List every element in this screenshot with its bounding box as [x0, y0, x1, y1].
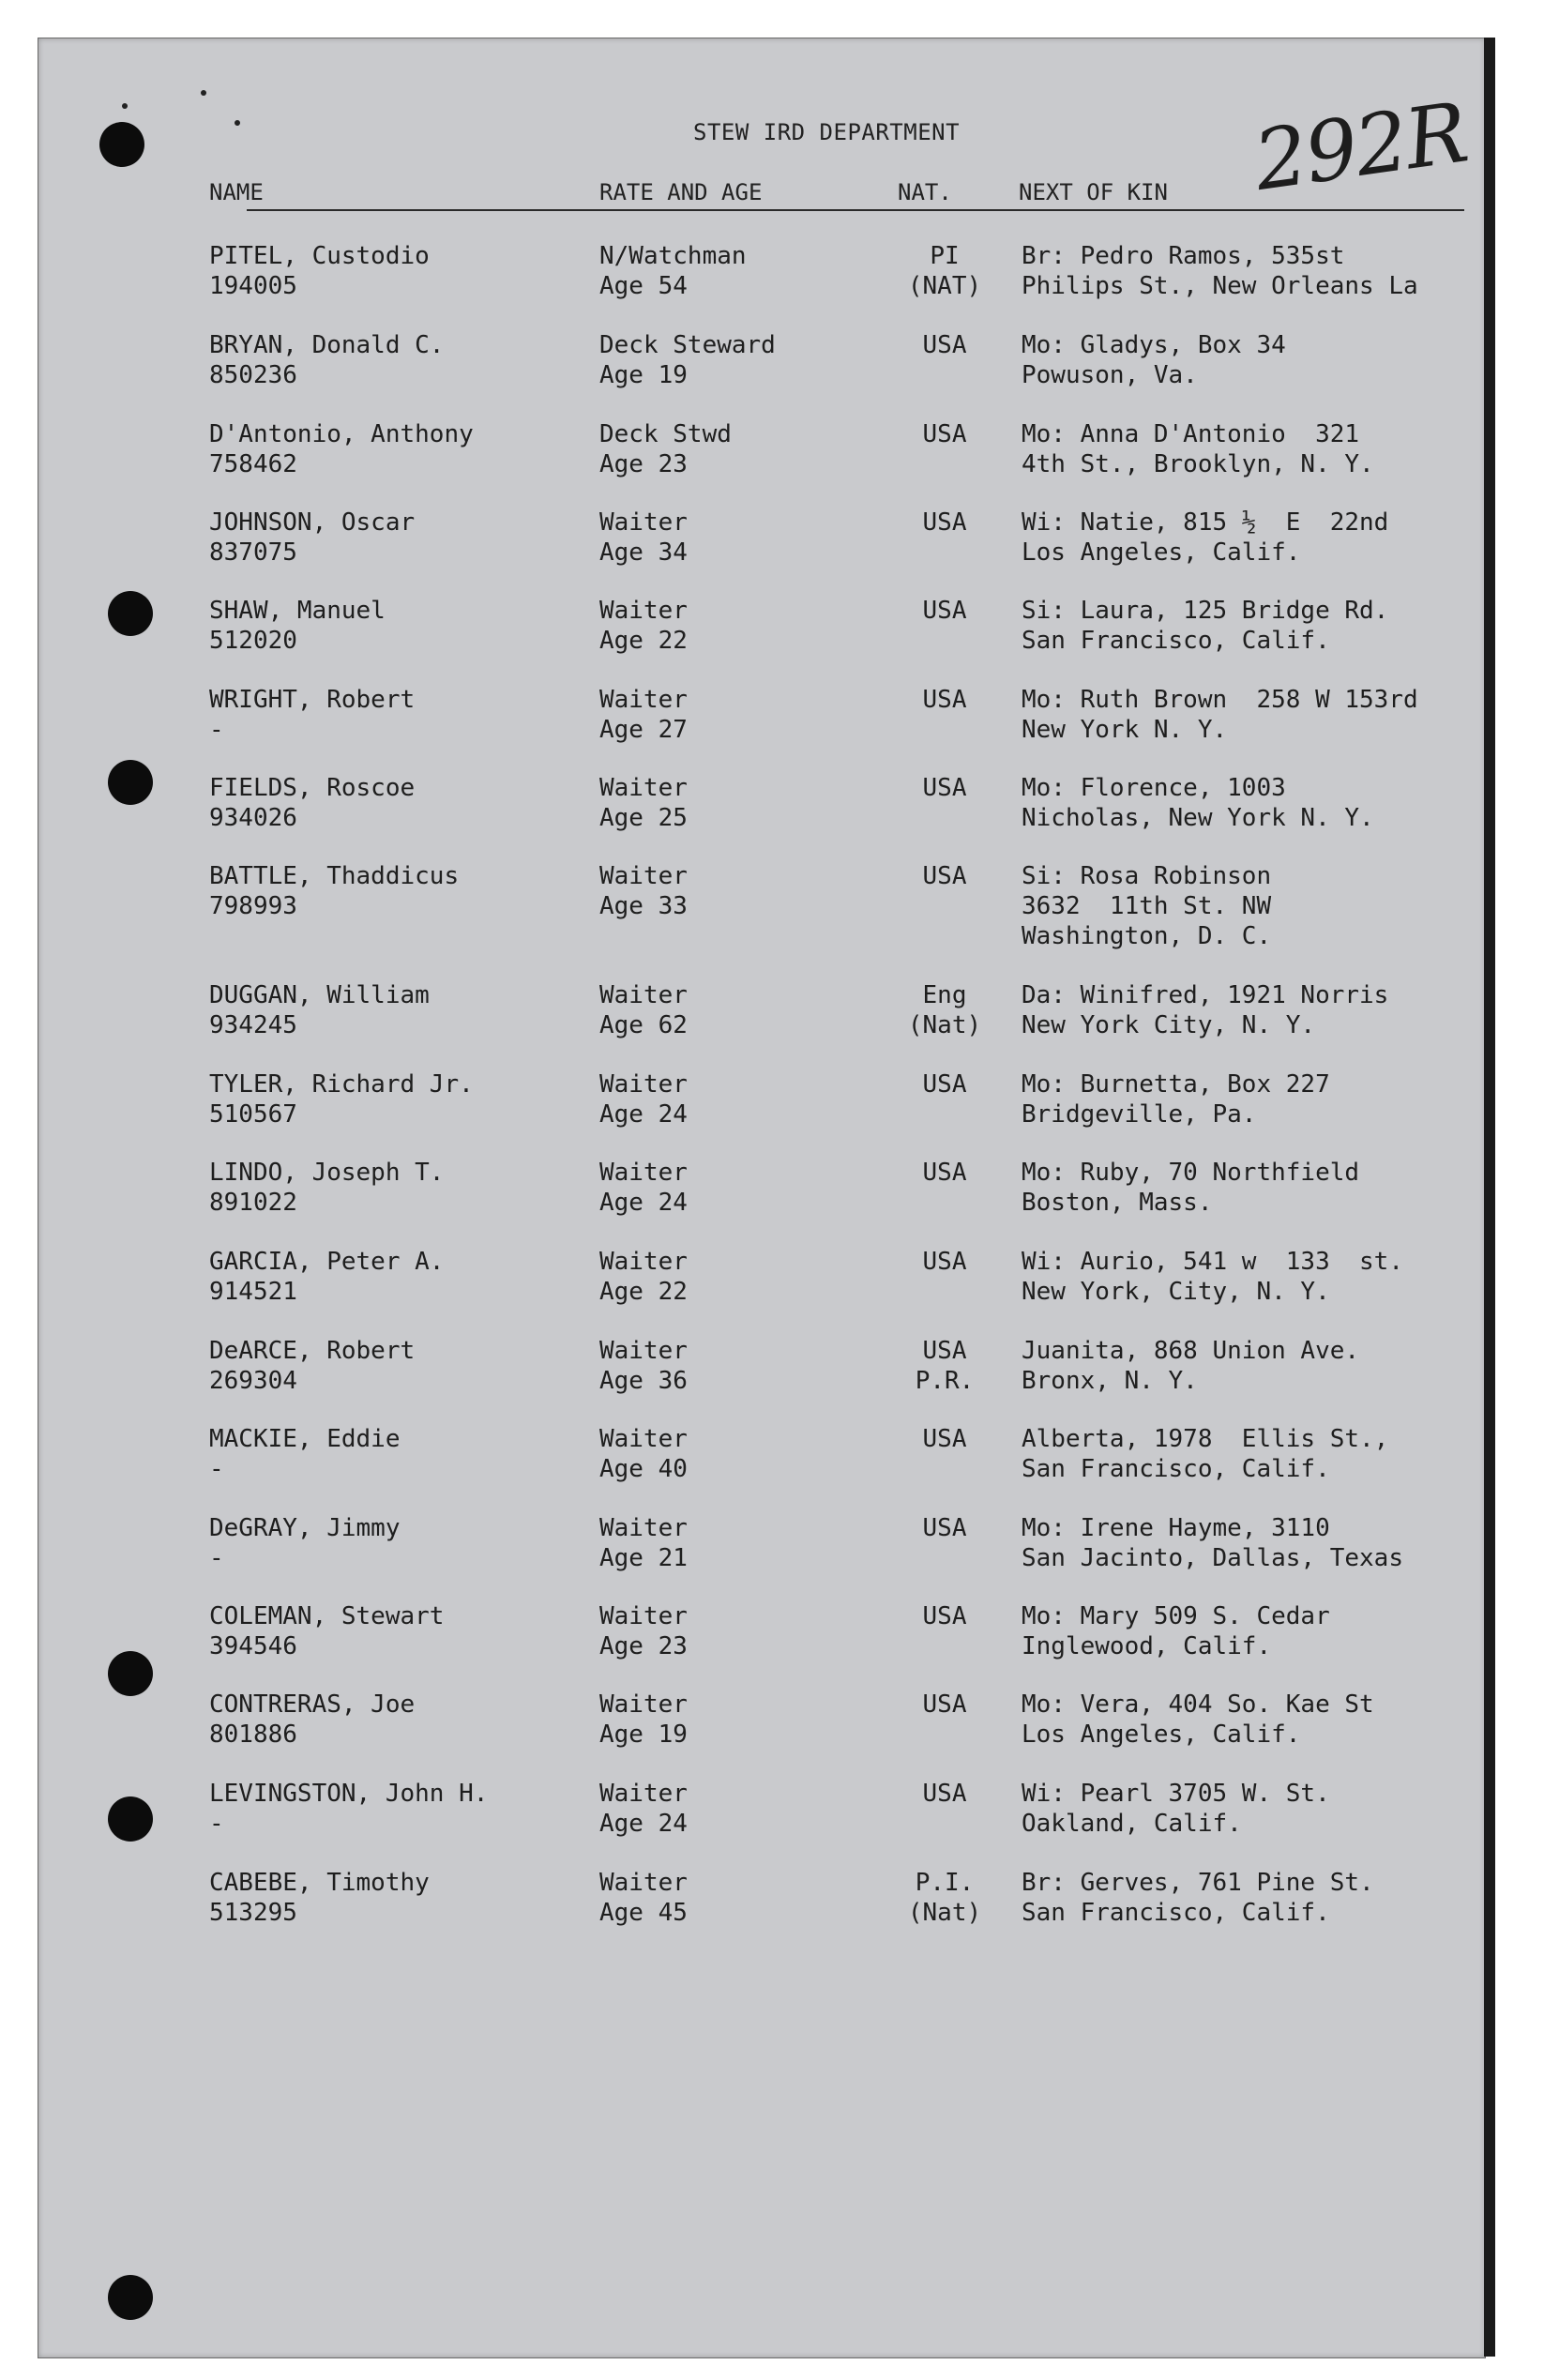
crew-rate: Waiter: [599, 1869, 688, 1897]
next-of-kin-cell: [1022, 685, 1418, 745]
crew-id-number: 269304: [209, 1367, 297, 1395]
name-cell: [209, 596, 386, 656]
crew-name: CABEBE, Timothy: [209, 1869, 430, 1897]
next-of-kin-line: Bronx, N. Y.: [1022, 1367, 1198, 1395]
binder-hole: [99, 122, 144, 167]
rate-age-cell: [599, 861, 688, 921]
crew-name: D'Antonio, Anthony: [209, 420, 474, 448]
crew-rate: Deck Steward: [599, 331, 776, 359]
crew-id-number: 837075: [209, 538, 297, 567]
rate-age-cell: [599, 596, 688, 656]
crew-age: Age 23: [599, 450, 688, 478]
rate-age-cell: [599, 1069, 688, 1129]
paper-speck: [201, 90, 206, 96]
crew-name: GARCIA, Peter A.: [209, 1248, 445, 1276]
name-cell: [209, 1513, 401, 1573]
next-of-kin-cell: [1022, 1158, 1359, 1218]
name-cell: [209, 1868, 430, 1928]
name-cell: [209, 1779, 488, 1839]
next-of-kin-cell: [1022, 1247, 1403, 1307]
crew-id-number: 513295: [209, 1899, 297, 1927]
next-of-kin-line: Nicholas, New York N. Y.: [1022, 804, 1374, 832]
rate-age-cell: [599, 1513, 688, 1573]
next-of-kin-cell: [1022, 1779, 1330, 1839]
nationality-cell: [888, 1779, 1001, 1809]
rate-age-cell: [599, 1158, 688, 1218]
nationality-cell: [888, 1601, 1001, 1631]
crew-name: LINDO, Joseph T.: [209, 1159, 445, 1187]
paper-speck: [122, 103, 128, 109]
nationality-cell: [888, 1690, 1001, 1720]
crew-rate: Waiter: [599, 597, 688, 625]
crew-age: Age 24: [599, 1100, 688, 1129]
next-of-kin-line: Philips St., New Orleans La: [1022, 272, 1418, 300]
name-cell: [209, 508, 415, 568]
rate-age-cell: [599, 419, 732, 479]
crew-age: Age 25: [599, 804, 688, 832]
nationality-cell: [888, 980, 1001, 1040]
crew-rate: Waiter: [599, 1514, 688, 1542]
crew-name: SHAW, Manuel: [209, 597, 386, 625]
handwritten-page-number: 292R: [1249, 83, 1473, 209]
crew-id-number: -: [209, 1810, 224, 1838]
nationality-cell: [888, 419, 1001, 449]
nationality-line: USA: [922, 1248, 967, 1276]
crew-name: FIELDS, Roscoe: [209, 774, 416, 802]
next-of-kin-line: Wi: Natie, 815 ½ E 22nd: [1022, 508, 1389, 537]
next-of-kin-line: Mo: Vera, 404 So. Kae St: [1022, 1690, 1374, 1719]
next-of-kin-line: Oakland, Calif.: [1022, 1810, 1242, 1838]
next-of-kin-line: Si: Laura, 125 Bridge Rd.: [1022, 597, 1389, 625]
nationality-cell: [888, 1336, 1001, 1396]
next-of-kin-line: Inglewood, Calif.: [1022, 1632, 1272, 1660]
next-of-kin-line: Los Angeles, Calif.: [1022, 1721, 1301, 1749]
crew-rate: Waiter: [599, 1070, 688, 1099]
nationality-cell: [888, 1424, 1001, 1454]
header-name: NAME: [209, 179, 264, 205]
crew-rate: Waiter: [599, 1780, 688, 1808]
rate-age-cell: [599, 1690, 688, 1750]
crew-age: Age 19: [599, 361, 688, 389]
crew-age: Age 34: [599, 538, 688, 567]
name-cell: [209, 773, 415, 833]
crew-id-number: -: [209, 716, 224, 744]
rate-age-cell: [599, 1868, 688, 1928]
crew-id-number: -: [209, 1455, 224, 1483]
crew-name: WRIGHT, Robert: [209, 686, 416, 714]
name-cell: [209, 980, 430, 1040]
crew-rate: Waiter: [599, 1337, 688, 1365]
crew-id-number: 914521: [209, 1278, 297, 1306]
crew-name: PITEL, Custodio: [209, 242, 430, 270]
next-of-kin-line: Bridgeville, Pa.: [1022, 1100, 1257, 1129]
rate-age-cell: [599, 773, 688, 833]
crew-id-number: 394546: [209, 1632, 297, 1660]
next-of-kin-line: Mo: Irene Hayme, 3110: [1022, 1514, 1330, 1542]
nationality-cell: [888, 1069, 1001, 1099]
crew-name: BATTLE, Thaddicus: [209, 862, 460, 890]
crew-age: Age 45: [599, 1899, 688, 1927]
name-cell: [209, 861, 459, 921]
name-cell: [209, 1247, 444, 1307]
name-cell: [209, 1336, 415, 1396]
nationality-cell: [888, 1868, 1001, 1928]
next-of-kin-line: San Francisco, Calif.: [1022, 1455, 1330, 1483]
nationality-line: USA: [922, 774, 967, 802]
next-of-kin-cell: [1022, 1601, 1330, 1661]
name-cell: [209, 1424, 401, 1484]
nationality-line: USA: [922, 1780, 967, 1808]
nationality-line: USA: [922, 331, 967, 359]
header-underline: [247, 209, 1464, 211]
rate-age-cell: [599, 980, 688, 1040]
next-of-kin-line: Mo: Ruth Brown 258 W 153rd: [1022, 686, 1418, 714]
nationality-cell: [888, 1247, 1001, 1277]
document-sheet: [38, 38, 1486, 2358]
nationality-line: USA: [922, 862, 967, 890]
crew-rate: Waiter: [599, 774, 688, 802]
next-of-kin-cell: [1022, 773, 1374, 833]
next-of-kin-line: Wi: Pearl 3705 W. St.: [1022, 1780, 1330, 1808]
crew-id-number: 510567: [209, 1100, 297, 1129]
name-cell: [209, 330, 444, 390]
crew-name: CONTRERAS, Joe: [209, 1690, 416, 1719]
nationality-line: USA: [922, 420, 967, 448]
next-of-kin-line: Mo: Ruby, 70 Northfield: [1022, 1159, 1360, 1187]
name-cell: [209, 1069, 474, 1129]
next-of-kin-line: San Francisco, Calif.: [1022, 627, 1330, 655]
next-of-kin-cell: [1022, 1868, 1374, 1928]
name-cell: [209, 241, 430, 301]
crew-id-number: 850236: [209, 361, 297, 389]
next-of-kin-line: New York City, N. Y.: [1022, 1011, 1316, 1039]
crew-id-number: 934245: [209, 1011, 297, 1039]
nationality-cell: [888, 596, 1001, 626]
crew-rate: Waiter: [599, 1690, 688, 1719]
nationality-line: USA: [922, 1514, 967, 1542]
next-of-kin-line: Mo: Burnetta, Box 227: [1022, 1070, 1330, 1099]
next-of-kin-line: Wi: Aurio, 541 w 133 st.: [1022, 1248, 1403, 1276]
crew-rate: Waiter: [599, 1248, 688, 1276]
crew-age: Age 22: [599, 1278, 688, 1306]
name-cell: [209, 419, 474, 479]
crew-rate: Waiter: [599, 862, 688, 890]
next-of-kin-line: Los Angeles, Calif.: [1022, 538, 1301, 567]
nationality-cell: [888, 1513, 1001, 1543]
header-rate-age: RATE AND AGE: [599, 179, 763, 205]
nationality-line: USA: [922, 686, 967, 714]
crew-rate: Waiter: [599, 686, 688, 714]
nationality-line: USA: [922, 1425, 967, 1453]
crew-id-number: -: [209, 1544, 224, 1572]
crew-id-number: 801886: [209, 1721, 297, 1749]
crew-rate: Waiter: [599, 1159, 688, 1187]
name-cell: [209, 1158, 444, 1218]
rate-age-cell: [599, 241, 747, 301]
nationality-line: (NAT): [907, 272, 982, 300]
nationality-line: P.R.: [915, 1367, 975, 1395]
crew-rate: N/Watchman: [599, 242, 747, 270]
rate-age-cell: [599, 1424, 688, 1484]
next-of-kin-line: 4th St., Brooklyn, N. Y.: [1022, 450, 1374, 478]
crew-rate: Waiter: [599, 508, 688, 537]
header-next-of-kin: NEXT OF KIN: [1019, 179, 1168, 205]
next-of-kin-line: Powuson, Va.: [1022, 361, 1198, 389]
nationality-line: USA: [922, 1070, 967, 1099]
next-of-kin-cell: [1022, 1069, 1330, 1129]
crew-name: DUGGAN, William: [209, 981, 430, 1009]
next-of-kin-line: Si: Rosa Robinson: [1022, 862, 1272, 890]
nationality-cell: [888, 861, 1001, 891]
next-of-kin-line: Alberta, 1978 Ellis St.,: [1022, 1425, 1389, 1453]
next-of-kin-line: Mo: Anna D'Antonio 321: [1022, 420, 1360, 448]
crew-age: Age 21: [599, 1544, 688, 1572]
next-of-kin-line: New York, City, N. Y.: [1022, 1278, 1330, 1306]
crew-name: BRYAN, Donald C.: [209, 331, 445, 359]
next-of-kin-cell: [1022, 419, 1374, 479]
rate-age-cell: [599, 330, 776, 390]
nationality-line: USA: [922, 1337, 967, 1365]
nationality-line: USA: [922, 508, 967, 537]
crew-id-number: 758462: [209, 450, 297, 478]
next-of-kin-cell: [1022, 980, 1388, 1040]
crew-age: Age 54: [599, 272, 688, 300]
crew-age: Age 36: [599, 1367, 688, 1395]
crew-id-number: 512020: [209, 627, 297, 655]
crew-name: MACKIE, Eddie: [209, 1425, 401, 1453]
rate-age-cell: [599, 508, 688, 568]
rate-age-cell: [599, 1336, 688, 1396]
next-of-kin-line: Mo: Florence, 1003: [1022, 774, 1286, 802]
crew-age: Age 19: [599, 1721, 688, 1749]
nationality-line: PI: [930, 242, 960, 270]
name-cell: [209, 685, 415, 745]
crew-name: JOHNSON, Oscar: [209, 508, 416, 537]
next-of-kin-cell: [1022, 1336, 1359, 1396]
nationality-line: Eng: [922, 981, 967, 1009]
header-nat: NAT.: [898, 179, 952, 205]
next-of-kin-line: New York N. Y.: [1022, 716, 1228, 744]
rate-age-cell: [599, 1601, 688, 1661]
next-of-kin-line: Da: Winifred, 1921 Norris: [1022, 981, 1389, 1009]
next-of-kin-line: San Jacinto, Dallas, Texas: [1022, 1544, 1403, 1572]
next-of-kin-line: Br: Gerves, 761 Pine St.: [1022, 1869, 1374, 1897]
nationality-line: USA: [922, 1690, 967, 1719]
next-of-kin-line: Boston, Mass.: [1022, 1189, 1213, 1217]
nationality-line: (Nat): [907, 1899, 982, 1927]
next-of-kin-cell: [1022, 1424, 1388, 1484]
sheet-edge-shadow: [1484, 38, 1495, 2357]
next-of-kin-line: Br: Pedro Ramos, 535st: [1022, 242, 1345, 270]
crew-name: DeARCE, Robert: [209, 1337, 416, 1365]
crew-age: Age 33: [599, 892, 688, 920]
next-of-kin-line: Mo: Mary 509 S. Cedar: [1022, 1602, 1330, 1630]
department-title: STEW IRD DEPARTMENT: [693, 119, 961, 145]
binder-hole: [108, 1651, 153, 1696]
next-of-kin-cell: [1022, 1513, 1403, 1573]
crew-rate: Waiter: [599, 1602, 688, 1630]
crew-name: LEVINGSTON, John H.: [209, 1780, 489, 1808]
next-of-kin-cell: [1022, 596, 1388, 656]
nationality-line: USA: [922, 1159, 967, 1187]
name-cell: [209, 1601, 444, 1661]
nationality-line: P.I.: [915, 1869, 975, 1897]
binder-hole: [108, 2275, 153, 2320]
next-of-kin-line: Juanita, 868 Union Ave.: [1022, 1337, 1360, 1365]
crew-age: Age 22: [599, 627, 688, 655]
crew-rate: Deck Stwd: [599, 420, 732, 448]
nationality-line: USA: [922, 597, 967, 625]
next-of-kin-cell: [1022, 1690, 1374, 1750]
nationality-cell: [888, 241, 1001, 301]
name-cell: [209, 1690, 415, 1750]
crew-age: Age 27: [599, 716, 688, 744]
next-of-kin-line: Mo: Gladys, Box 34: [1022, 331, 1286, 359]
next-of-kin-cell: [1022, 330, 1286, 390]
binder-hole: [108, 760, 153, 805]
crew-name: DeGRAY, Jimmy: [209, 1514, 401, 1542]
nationality-cell: [888, 685, 1001, 715]
binder-hole: [108, 1796, 153, 1842]
next-of-kin-line: San Francisco, Calif.: [1022, 1899, 1330, 1927]
crew-name: COLEMAN, Stewart: [209, 1602, 445, 1630]
nationality-cell: [888, 330, 1001, 360]
crew-age: Age 24: [599, 1189, 688, 1217]
rate-age-cell: [599, 685, 688, 745]
crew-age: Age 24: [599, 1810, 688, 1838]
crew-id-number: 934026: [209, 804, 297, 832]
paper-speck: [235, 120, 240, 126]
crew-id-number: 194005: [209, 272, 297, 300]
rate-age-cell: [599, 1247, 688, 1307]
next-of-kin-line: 3632 11th St. NW: [1022, 892, 1272, 920]
next-of-kin-cell: [1022, 861, 1271, 951]
nationality-line: (Nat): [907, 1011, 982, 1039]
crew-name: TYLER, Richard Jr.: [209, 1070, 474, 1099]
crew-rate: Waiter: [599, 981, 688, 1009]
nationality-cell: [888, 508, 1001, 538]
crew-age: Age 62: [599, 1011, 688, 1039]
crew-id-number: 798993: [209, 892, 297, 920]
nationality-cell: [888, 773, 1001, 803]
next-of-kin-cell: [1022, 241, 1418, 301]
crew-age: Age 23: [599, 1632, 688, 1660]
nationality-cell: [888, 1158, 1001, 1188]
crew-id-number: 891022: [209, 1189, 297, 1217]
crew-age: Age 40: [599, 1455, 688, 1483]
rate-age-cell: [599, 1779, 688, 1839]
next-of-kin-line: Washington, D. C.: [1022, 922, 1272, 950]
next-of-kin-cell: [1022, 508, 1388, 568]
nationality-line: USA: [922, 1602, 967, 1630]
binder-hole: [108, 591, 153, 636]
crew-rate: Waiter: [599, 1425, 688, 1453]
